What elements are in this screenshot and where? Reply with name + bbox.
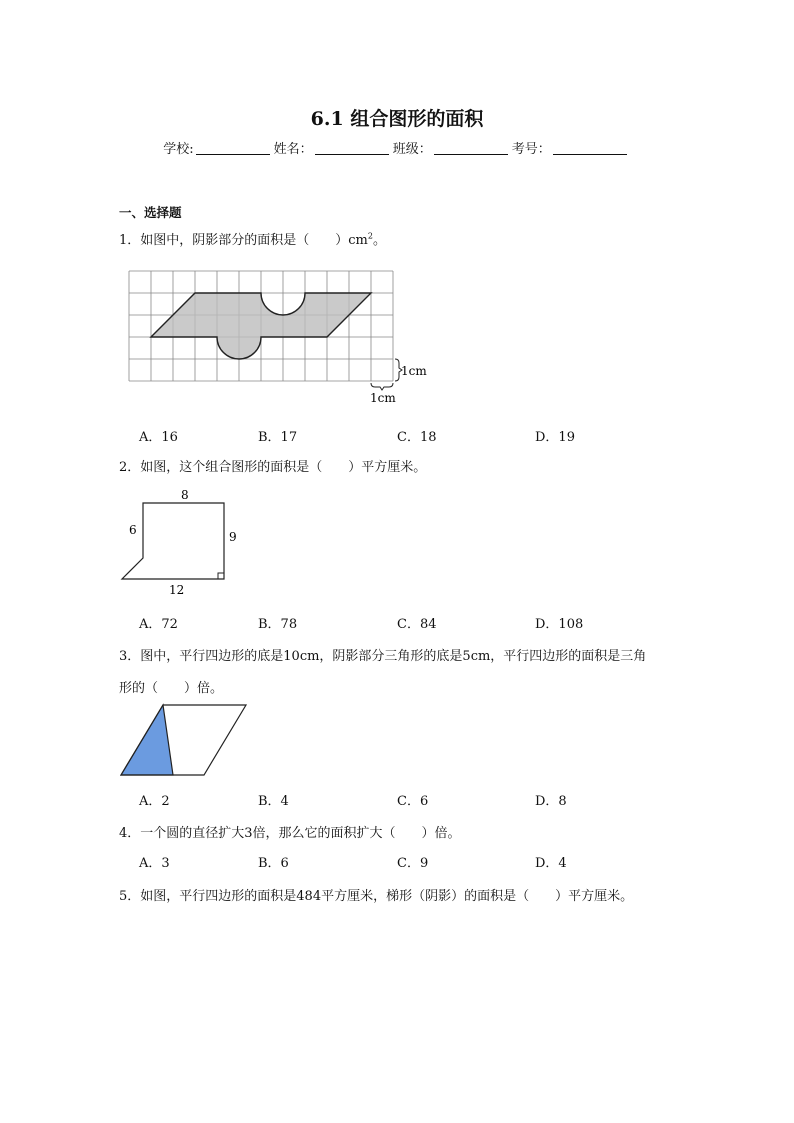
student-info-line: [0, 138, 794, 157]
question-1-unit-exponent: 2: [367, 231, 373, 241]
q3-option-b[interactable]: B．4: [258, 794, 289, 809]
q2-option-d[interactable]: D．108: [535, 617, 584, 632]
class-label: 班级：: [392, 142, 432, 157]
school-blank[interactable]: [196, 142, 270, 155]
question-1-stem-end: 。: [372, 233, 386, 248]
q3-option-a[interactable]: A．2: [139, 794, 170, 809]
bottom-length-label: 1cm: [370, 391, 396, 405]
q4-option-d[interactable]: D．4: [535, 856, 567, 871]
exam-number-label: 考号：: [511, 142, 551, 157]
q1-option-b[interactable]: B．17: [258, 430, 298, 445]
class-blank[interactable]: [434, 142, 508, 155]
right-angle-mark: [218, 573, 224, 579]
q3-option-d[interactable]: D．8: [535, 794, 567, 809]
question-3-line-2: 形的（ ）倍。: [119, 681, 224, 696]
exam-number-blank[interactable]: [553, 142, 627, 155]
shaded-triangle: [121, 705, 173, 775]
bottom-brace: [371, 383, 393, 390]
question-2-figure: [115, 486, 245, 600]
q2-option-b[interactable]: B．78: [258, 617, 298, 632]
page-title: 6.1 组合图形的面积: [310, 108, 484, 130]
q3-option-c[interactable]: C．6: [397, 794, 429, 809]
q1-option-c[interactable]: C．18: [397, 430, 437, 445]
q1-option-a[interactable]: A．16: [139, 430, 178, 445]
question-4-text: 4．一个圆的直径扩大3倍，那么它的面积扩大（ ）倍。: [119, 826, 461, 841]
composite-outline: [122, 503, 224, 579]
name-blank[interactable]: [315, 142, 389, 155]
left-length-label: 6: [129, 523, 137, 537]
right-length-label: 9: [229, 530, 237, 544]
question-3-line-1: 3．图中，平行四边形的底是10cm，阴影部分三角形的底是5cm，平行四边形的面积是三角: [119, 649, 647, 664]
question-1-stem: 1．如图中，阴影部分的面积是（ ）cm: [119, 233, 368, 248]
q2-option-a[interactable]: A．72: [139, 617, 178, 632]
question-5-text: 5．如图，平行四边形的面积是484平方厘米，梯形（阴影）的面积是（ ）平方厘米。: [119, 889, 634, 904]
question-1-grid-figure: [120, 262, 440, 408]
q1-option-d[interactable]: D．19: [535, 430, 575, 445]
name-label: 姓名：: [273, 142, 313, 157]
side-length-label: 1cm: [401, 364, 427, 378]
top-length-label: 8: [181, 488, 189, 502]
q4-option-b[interactable]: B．6: [258, 856, 289, 871]
q4-option-c[interactable]: C．9: [397, 856, 429, 871]
section-heading: 一、选择题: [119, 205, 182, 220]
question-2-text: 2．如图，这个组合图形的面积是（ ）平方厘米。: [119, 460, 427, 475]
q2-option-c[interactable]: C．84: [397, 617, 437, 632]
q4-option-a[interactable]: A．3: [139, 856, 170, 871]
question-3-figure: [115, 700, 255, 780]
school-label: 学校:: [163, 142, 194, 157]
bottom-length-label: 12: [169, 583, 185, 597]
question-1-text: [119, 229, 386, 248]
